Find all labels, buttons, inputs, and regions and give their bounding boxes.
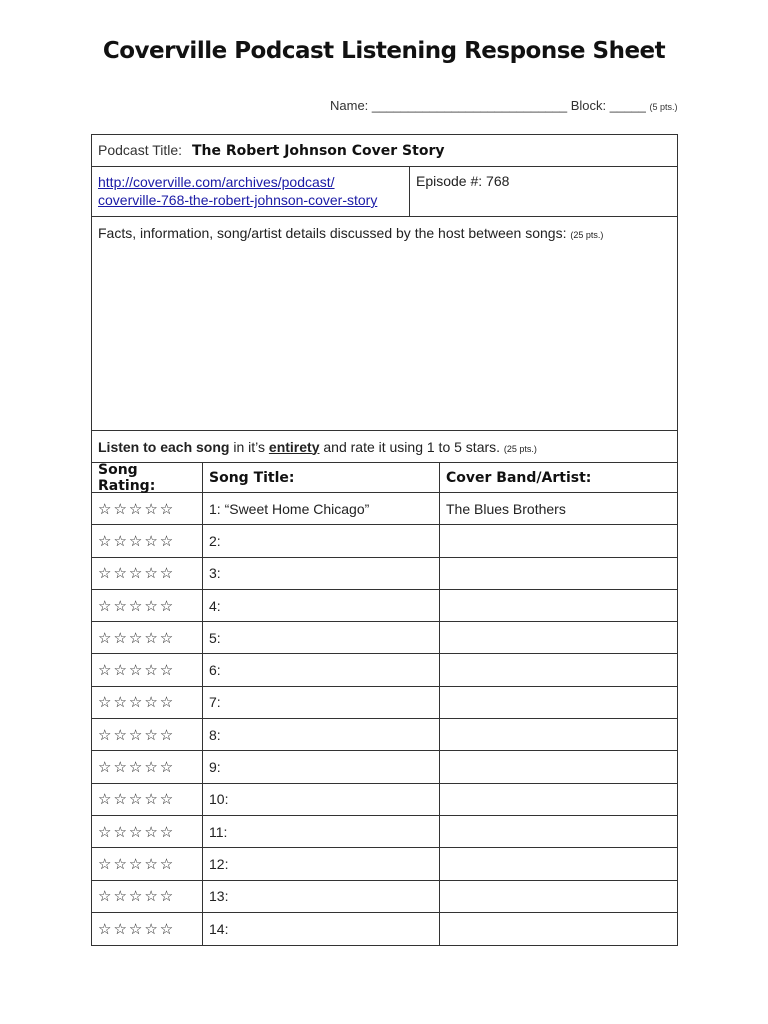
- song-rating-stars[interactable]: [92, 590, 203, 621]
- song-table-header: [92, 463, 677, 493]
- header-cover-artist: Cover Band/Artist:: [446, 469, 592, 486]
- cover-artist-cell[interactable]: [440, 881, 677, 912]
- episode-number: Episode #: 768: [416, 173, 510, 189]
- table-row: [92, 913, 677, 945]
- star-icons[interactable]: ☆☆☆☆☆: [98, 693, 176, 712]
- table-row: [92, 525, 677, 557]
- cover-artist-cell[interactable]: [440, 816, 677, 847]
- cover-artist-cell[interactable]: [440, 913, 677, 945]
- cover-artist-cell[interactable]: [440, 848, 677, 879]
- listen-instructions-row: [92, 431, 677, 463]
- cover-artist-cell[interactable]: [440, 558, 677, 589]
- listen-instructions: [92, 439, 677, 455]
- star-icons[interactable]: ☆☆☆☆☆: [98, 790, 176, 809]
- cover-artist-cell[interactable]: [440, 622, 677, 653]
- cover-artist-cell[interactable]: [440, 525, 677, 556]
- table-row: [92, 590, 677, 622]
- song-rating-stars[interactable]: [92, 493, 203, 524]
- song-title-cell[interactable]: 4:: [203, 590, 440, 621]
- cover-artist-cell[interactable]: [440, 590, 677, 621]
- song-title-cell[interactable]: 14:: [203, 913, 440, 945]
- star-icons[interactable]: ☆☆☆☆☆: [98, 822, 176, 841]
- name-block-line: [330, 98, 678, 113]
- song-title-cell[interactable]: 11:: [203, 816, 440, 847]
- song-title-cell[interactable]: 9:: [203, 751, 440, 782]
- song-rating-stars[interactable]: [92, 687, 203, 718]
- song-rating-stars[interactable]: [92, 784, 203, 815]
- table-row: [92, 558, 677, 590]
- star-icons[interactable]: ☆☆☆☆☆: [98, 596, 176, 615]
- star-icons[interactable]: ☆☆☆☆☆: [98, 920, 176, 938]
- cover-artist-cell[interactable]: [440, 687, 677, 718]
- table-row: [92, 719, 677, 751]
- cover-artist-cell[interactable]: [440, 784, 677, 815]
- listen-instructions-text1: in it’s: [229, 438, 269, 455]
- listen-instructions-points: (25 pts.): [503, 443, 537, 454]
- podcast-title-label: Podcast Title:: [98, 142, 183, 158]
- song-rating-stars[interactable]: [92, 558, 203, 589]
- song-rating-stars[interactable]: [92, 881, 203, 912]
- table-row: [92, 784, 677, 816]
- song-title-cell[interactable]: 12:: [203, 848, 440, 879]
- facts-points: (25 pts.): [570, 230, 604, 240]
- song-rating-stars[interactable]: [92, 622, 203, 653]
- star-icons[interactable]: ☆☆☆☆☆: [98, 564, 176, 583]
- song-rating-stars[interactable]: [92, 848, 203, 879]
- table-row: [92, 687, 677, 719]
- song-rating-stars[interactable]: [92, 913, 203, 945]
- star-icons[interactable]: ☆☆☆☆☆: [98, 531, 176, 550]
- table-row: [92, 622, 677, 654]
- star-icons[interactable]: ☆☆☆☆☆: [98, 854, 176, 873]
- podcast-title-value: The Robert Johnson Cover Story: [191, 143, 445, 159]
- star-icons[interactable]: ☆☆☆☆☆: [98, 628, 176, 647]
- header-song-title: Song Title:: [203, 463, 440, 492]
- song-table-body: [92, 493, 677, 945]
- table-row: [92, 816, 677, 848]
- song-title-cell[interactable]: 13:: [203, 881, 440, 912]
- page-title: Coverville Podcast Listening Response Sheet: [102, 38, 666, 64]
- table-row: [92, 493, 677, 525]
- song-rating-stars[interactable]: [92, 816, 203, 847]
- song-rating-stars[interactable]: [92, 654, 203, 685]
- name-block-points: (5 pts.): [649, 102, 678, 112]
- response-sheet: [91, 134, 678, 946]
- listen-instructions-entirety: entirety: [268, 438, 320, 455]
- listen-instructions-text2: and rate it using 1 to 5 stars.: [319, 438, 504, 455]
- cover-artist-cell[interactable]: [440, 751, 677, 782]
- podcast-url-row: [92, 167, 677, 217]
- song-title-cell[interactable]: 7:: [203, 687, 440, 718]
- star-icons[interactable]: ☆☆☆☆☆: [98, 758, 176, 777]
- table-row: [92, 881, 677, 913]
- song-rating-stars[interactable]: [92, 525, 203, 556]
- song-title-cell[interactable]: 3:: [203, 558, 440, 589]
- star-icons[interactable]: ☆☆☆☆☆: [98, 661, 176, 680]
- listen-instructions-bold: Listen to each song: [98, 438, 230, 455]
- podcast-url-cell: [92, 167, 410, 216]
- star-icons[interactable]: ☆☆☆☆☆: [98, 499, 176, 518]
- cover-artist-cell[interactable]: [440, 719, 677, 750]
- podcast-title-row: [92, 135, 677, 167]
- cover-artist-cell[interactable]: [440, 654, 677, 685]
- song-rating-stars[interactable]: [92, 719, 203, 750]
- facts-row: [92, 217, 677, 431]
- table-row: [92, 848, 677, 880]
- podcast-title-cell[interactable]: [92, 142, 450, 159]
- star-icons[interactable]: ☆☆☆☆☆: [98, 887, 176, 906]
- song-title-cell[interactable]: 1: “Sweet Home Chicago”: [203, 493, 440, 524]
- facts-label: Facts, information, song/artist details discussed by the host between songs:: [98, 225, 567, 241]
- podcast-url-link-line2[interactable]: coverville-768-the-robert-johnson-cover-story: [98, 192, 378, 208]
- song-title-cell[interactable]: 6:: [203, 654, 440, 685]
- facts-cell[interactable]: [92, 217, 677, 430]
- song-rating-stars[interactable]: [92, 751, 203, 782]
- cover-artist-cell[interactable]: The Blues Brothers: [446, 500, 566, 517]
- podcast-url-link-line1[interactable]: http://coverville.com/archives/podcast/: [98, 174, 335, 190]
- table-row: [92, 654, 677, 686]
- song-title-cell[interactable]: 10:: [203, 784, 440, 815]
- table-row: [92, 751, 677, 783]
- star-icons[interactable]: ☆☆☆☆☆: [98, 725, 176, 744]
- name-block-label: Name: ___________________________ Block: _____: [330, 98, 646, 113]
- song-title-cell[interactable]: 8:: [203, 719, 440, 750]
- header-song-rating: Song Rating:: [92, 463, 203, 492]
- song-title-cell[interactable]: 2:: [203, 525, 440, 556]
- song-title-cell[interactable]: 5:: [203, 622, 440, 653]
